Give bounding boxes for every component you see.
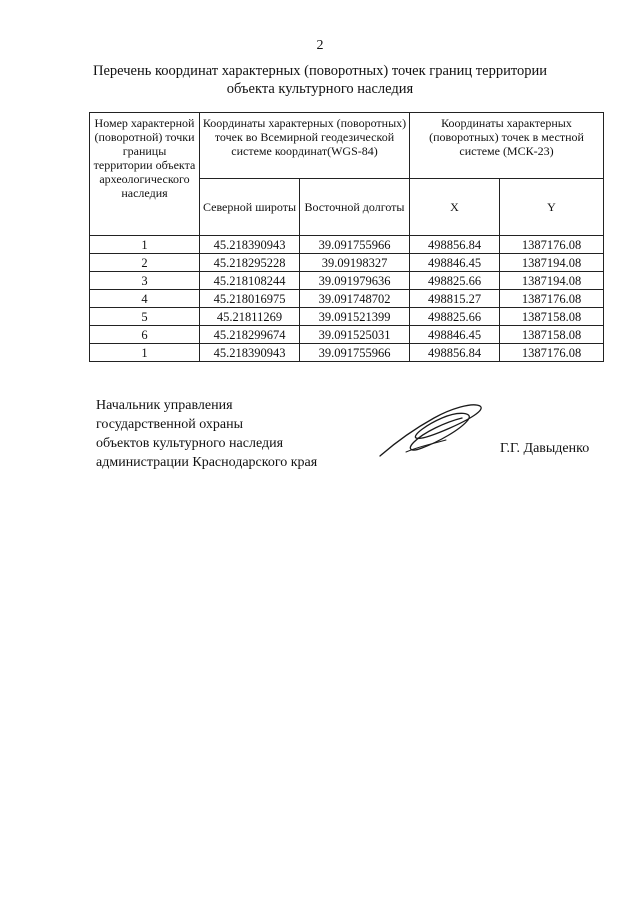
cell-x: 498856.84 <box>410 236 500 254</box>
cell-latitude: 45.218299674 <box>200 326 300 344</box>
document-title <box>60 62 580 98</box>
cell-y: 1387176.08 <box>500 236 604 254</box>
header-latitude: Северной широты <box>200 179 300 236</box>
cell-point-number: 1 <box>90 344 200 362</box>
coordinates-table <box>89 112 604 362</box>
table-row <box>90 290 604 308</box>
title-line-2: объекта культурного наследия <box>226 81 414 97</box>
signatory-line-3: объектов культурного наследия <box>96 436 284 451</box>
signer-name: Г.Г. Давыденко <box>500 441 590 456</box>
cell-x: 498825.66 <box>410 308 500 326</box>
signatory-line-4: администрации Краснодарского края <box>96 455 318 470</box>
cell-latitude: 45.218016975 <box>200 290 300 308</box>
cell-y: 1387194.08 <box>500 272 604 290</box>
cell-point-number: 4 <box>90 290 200 308</box>
cell-longitude: 39.091755966 <box>300 344 410 362</box>
header-longitude: Восточной долготы <box>300 179 410 236</box>
cell-y: 1387158.08 <box>500 308 604 326</box>
cell-x: 498815.27 <box>410 290 500 308</box>
cell-x: 498846.45 <box>410 326 500 344</box>
header-point-number: Номер характерной (поворотной) точки границы территории объекта археологического наследия <box>90 113 200 236</box>
cell-longitude: 39.091748702 <box>300 290 410 308</box>
cell-longitude: 39.091525031 <box>300 326 410 344</box>
cell-longitude: 39.091755966 <box>300 236 410 254</box>
cell-x: 498825.66 <box>410 272 500 290</box>
signatory-line-2: государственной охраны <box>96 417 244 432</box>
page-number: 2 <box>316 38 324 53</box>
signatory-line-1: Начальник управления <box>96 398 233 413</box>
cell-latitude: 45.218108244 <box>200 272 300 290</box>
cell-y: 1387176.08 <box>500 344 604 362</box>
cell-point-number: 6 <box>90 326 200 344</box>
cell-x: 498846.45 <box>410 254 500 272</box>
header-msk-coordinates: Координаты характерных (поворотных) точек в местной системе (МСК-23) <box>410 113 604 179</box>
cell-x: 498856.84 <box>410 344 500 362</box>
header-wgs-coordinates: Координаты характерных (поворотных) точек во Всемирной геодезической системе координат(WGS-84) <box>200 113 410 179</box>
cell-latitude: 45.218390943 <box>200 236 300 254</box>
cell-longitude: 39.09198327 <box>300 254 410 272</box>
cell-y: 1387194.08 <box>500 254 604 272</box>
handwritten-signature-icon <box>376 398 486 460</box>
cell-latitude: 45.21811269 <box>200 308 300 326</box>
cell-point-number: 1 <box>90 236 200 254</box>
table-row <box>90 254 604 272</box>
cell-latitude: 45.218295228 <box>200 254 300 272</box>
table-row <box>90 308 604 326</box>
cell-y: 1387158.08 <box>500 326 604 344</box>
table-row <box>90 326 604 344</box>
cell-point-number: 3 <box>90 272 200 290</box>
table-row <box>90 236 604 254</box>
cell-longitude: 39.091979636 <box>300 272 410 290</box>
cell-y: 1387176.08 <box>500 290 604 308</box>
header-x: X <box>410 179 500 236</box>
header-y: Y <box>500 179 604 236</box>
title-line-1: Перечень координат характерных (поворотных) точек границ территории <box>92 63 548 79</box>
cell-point-number: 2 <box>90 254 200 272</box>
cell-point-number: 5 <box>90 308 200 326</box>
table-row <box>90 344 604 362</box>
cell-latitude: 45.218390943 <box>200 344 300 362</box>
table-row <box>90 272 604 290</box>
cell-longitude: 39.091521399 <box>300 308 410 326</box>
